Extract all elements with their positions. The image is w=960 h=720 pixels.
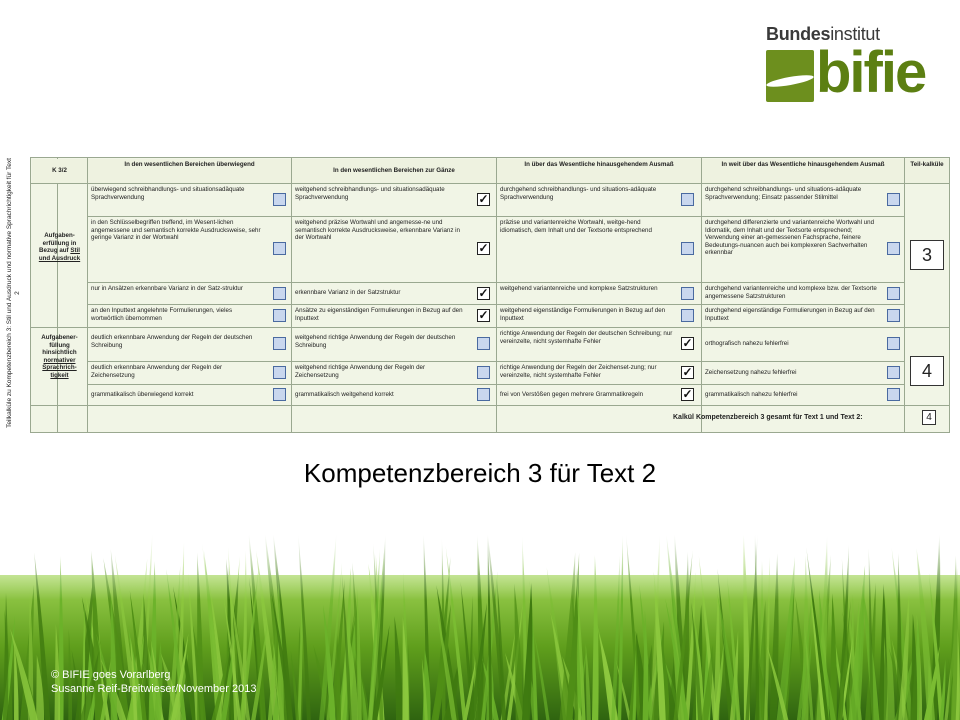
cell-r4-c2: weitgehend richtige Anwendung der Regeln der deutschen Schreibung	[295, 334, 456, 349]
cell-r4-c4: orthografisch nahezu fehlerfrei	[705, 340, 789, 347]
checkbox-r0-c2-checked[interactable]: ✓	[478, 192, 489, 206]
cell-r5-c1: deutlich erkennbare Anwendung der Regeln der Zeichensetzung	[91, 364, 223, 379]
checkbox-r5-c2[interactable]	[477, 366, 490, 379]
cell-r1-c2: weitgehend präzise Wortwahl und angemesse-ne und semantisch korrekte Ausdrucksweise, erkennbare Varianz in der Wortwahl	[295, 219, 460, 242]
cell-r4-c1: deutlich erkennbare Anwendung der Regeln der deutschen Schreibung	[91, 334, 253, 349]
cell-r3-c4: durchgehend eigenständige Formulierungen in Bezug auf den Inputtext	[705, 307, 875, 322]
checkbox-r5-c4[interactable]	[887, 366, 900, 379]
checkbox-r5-c3-checked[interactable]: ✓	[682, 365, 693, 379]
cell-r2-c2: erkennbare Varianz in der Satzstruktur	[295, 289, 401, 296]
checkbox-r3-c4[interactable]	[887, 309, 900, 322]
score-norm: 4	[910, 356, 944, 386]
checkbox-r3-c2-checked[interactable]: ✓	[478, 308, 489, 322]
checkbox-r4-c1[interactable]	[273, 337, 286, 350]
checkbox-r4-c3-checked[interactable]: ✓	[682, 336, 693, 350]
checkbox-r2-c1[interactable]	[273, 287, 286, 300]
cell-r1-c4: durchgehend differenzierte und variantenreiche Wortwahl und Idiomatik, dem Inhalt und der Textsorte entsprechend; Verwendung einer an-gemessenen Fachsprache, feinere Bedeutungs-nuancen auch bei komplexeren Sachverhalten erkennbar	[705, 219, 875, 257]
cell-r6-c4: grammatikalisch nahezu fehlerfrei	[705, 391, 798, 398]
header-col-2: In den wesentlichen Bereichen zur Gänze	[292, 159, 496, 183]
checkbox-r2-c3[interactable]	[681, 287, 694, 300]
logo-wordmark: bifie	[816, 40, 926, 105]
total-label: Kalkül Kompetenzbereich 3 gesamt für Text 1 und Text 2:	[673, 414, 863, 421]
cell-r3-c2: Ansätze zu eigenständigen Formulierungen in Bezug auf den Inputtext	[295, 307, 463, 322]
footer-line-2: Susanne Reif-Breitwieser/November 2013	[51, 683, 257, 695]
cell-r5-c3: richtige Anwendung der Regeln der Zeichenset-zung; nur vereinzelte, nicht systemhafte Fehler	[500, 364, 657, 379]
checkbox-r2-c2-checked[interactable]: ✓	[478, 286, 489, 300]
checkbox-r0-c4[interactable]	[887, 193, 900, 206]
cell-r2-c3: weitgehend variantenreiche und komplexe Satzstrukturen	[500, 285, 658, 292]
cell-r6-c2: grammatikalisch weitgehend korrekt	[295, 391, 394, 398]
cell-r3-c1: an den Inputtext angelehnte Formulierungen, vieles wortwörtlich übernommen	[91, 307, 233, 322]
cell-r3-c3: weitgehend eigenständige Formulierungen in Bezug auf den Inputtext	[500, 307, 666, 322]
cell-r0-c1: überwiegend schreibhandlungs- und situationsadäquate Sprachverwendung	[91, 186, 245, 201]
checkbox-r4-c4[interactable]	[887, 337, 900, 350]
checkbox-r1-c1[interactable]	[273, 242, 286, 255]
logo-institute-text: Bundesinstitut	[766, 24, 880, 44]
footer	[51, 668, 256, 696]
bifie-logo	[762, 24, 942, 104]
cell-r0-c2: weitgehend schreibhandlungs- und situationsadäquate Sprachverwendung	[295, 186, 445, 201]
checkbox-r5-c1[interactable]	[273, 366, 286, 379]
cell-r2-c1: nur in Ansätzen erkennbare Varianz in der Satz-struktur	[91, 285, 243, 292]
cell-r6-c1: grammatikalisch überwiegend korrekt	[91, 391, 194, 398]
cell-r1-c3: präzise und variantenreiche Wortwahl, weitge-hend idiomatisch, dem Inhalt und der Textsorte entsprechend	[500, 219, 652, 234]
header-col-1: In den wesentlichen Bereichen überwiegend	[88, 159, 291, 183]
total-score: 4	[922, 410, 936, 425]
header-col-5: Teil-kalküle	[905, 159, 949, 183]
cell-r2-c4: durchgehend variantenreiche und komplexe bzw. der Textsorte angemessene Satzstrukturen	[705, 285, 877, 300]
score-style: 3	[910, 240, 944, 270]
footer-line-1: © BIFIE goes Vorarlberg	[51, 669, 171, 681]
cell-r5-c4: Zeichensetzung nahezu fehlerfrei	[705, 369, 797, 376]
checkbox-r0-c3[interactable]	[681, 193, 694, 206]
checkbox-r6-c3-checked[interactable]: ✓	[682, 387, 693, 401]
cell-r4-c3: richtige Anwendung der Regeln der deutschen Schreibung; nur vereinzelte, nicht systemhafte Fehler	[500, 330, 673, 345]
side-label: Teilkalküle zu Kompetenzbereich 3: Stil und Ausdruck und normative Sprachrichtigkeit für Text 2	[6, 157, 21, 428]
cell-r0-c3: durchgehend schreibhandlungs- und situations-adäquate Sprachverwendung	[500, 186, 657, 201]
checkbox-r3-c1[interactable]	[273, 309, 286, 322]
checkbox-r6-c1[interactable]	[273, 388, 286, 401]
cell-r0-c4: durchgehend schreibhandlungs- und situations-adäquate Sprachverwendung; Einsatz passender Stilmittel	[705, 186, 862, 201]
group-label-style: Aufgaben-erfüllung in Bezug auf Stil und Ausdruck	[38, 232, 81, 262]
checkbox-r3-c3[interactable]	[681, 309, 694, 322]
cell-r6-c3: frei von Verstößen gegen mehrere Grammatikregeln	[500, 391, 644, 398]
logo-mark-icon	[766, 50, 814, 102]
header-col-4: In weit über das Wesentliche hinausgehendem Ausmaß	[702, 159, 904, 183]
table-corner: K 3/2	[32, 159, 87, 183]
slide-title: Kompetenzbereich 3 für Text 2	[303, 458, 657, 488]
checkbox-r0-c1[interactable]	[273, 193, 286, 206]
checkbox-r1-c3[interactable]	[681, 242, 694, 255]
checkbox-r6-c4[interactable]	[887, 388, 900, 401]
checkbox-r4-c2[interactable]	[477, 337, 490, 350]
checkbox-r1-c4[interactable]	[887, 242, 900, 255]
checkbox-r2-c4[interactable]	[887, 287, 900, 300]
cell-r5-c2: weitgehend richtige Anwendung der Regeln der Zeichensetzung	[295, 364, 426, 379]
checkbox-r1-c2-checked[interactable]: ✓	[478, 241, 489, 255]
header-col-3: In über das Wesentliche hinausgehendem Ausmaß	[497, 159, 701, 183]
assessment-table	[30, 157, 950, 433]
group-label-norm: Aufgabener-füllung hinsichtlich normativer Sprachrich-tigkeit	[41, 334, 78, 379]
cell-r1-c1: in den Schlüsselbegriffen treffend, im Wesent-lichen angemessene und semantisch korrekte Ausdrucksweise, sehr geringe Varianz in der Wortwahl	[91, 219, 261, 242]
checkbox-r6-c2[interactable]	[477, 388, 490, 401]
